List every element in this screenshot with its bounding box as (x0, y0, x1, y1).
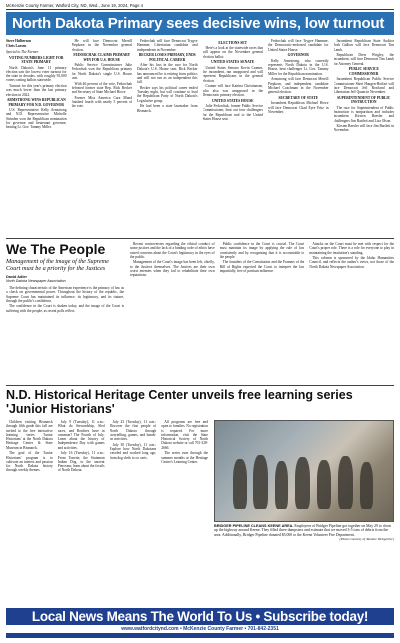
paragraph: With 46 percent of the vote, Fedorchak defeated former state Rep. Rick Becker and Secretary of State Michael Howe. (71, 81, 132, 95)
paragraph: North Dakota's June 11 primary election saw the lowest voter turnout for the state in decades, with roughly 93,000 voters casting ballots statewide. (6, 65, 67, 83)
paragraph: After his loss in the race for North Dakota's U.S. House seat, Rick Becker has announced he is retiring from politics and will not run as an independent this fall. (137, 63, 198, 85)
paragraph: Fedorchak will face Trygve Hammer, the Democratic-endorsed candidate for United States House. (268, 39, 329, 52)
heritage-column-3 (110, 420, 157, 558)
person-figure (295, 457, 310, 509)
paragraph: Public confidence in the Court is crucial. The Court must maintain its image by applying the rule of law consistently and by recognizing that it is accountable to the people. (219, 242, 305, 259)
heritage-section (6, 420, 394, 558)
paragraph: Children visiting Bismarck through fifth grade this fall are invited to the free interactive learning series 'Junior Historians' at the North Dakota Heritage Center & State Museum in Bismarck. (6, 420, 53, 450)
opinion-author-affiliation: North Dakota Newspaper Association (6, 279, 66, 283)
opinion-author: David Adler (6, 275, 27, 279)
heritage-column-2 (58, 420, 105, 558)
page-header-left: McKenzie County Farmer, Watford City, ND, Wed., June 19, 2024, Page 4 (6, 3, 144, 8)
paragraph: Former Miss America Cara Mund finished fourth with nearly 5 percent of the vote. (71, 95, 132, 109)
paragraph: Recent controversies regarding the ethical conduct of some justices and the lack of a binding code of ethics have raised concerns about the Court's legitimacy in the eyes of the public. (130, 242, 215, 259)
heritage-column-4 (161, 420, 208, 558)
paragraph: July 16 (Tuesday), 11 a.m.: From Tonette, the Stutzman Indian Dog, to the ancient Pterosaur, learn about the fossils of North Dakota. (57, 451, 105, 473)
opinion-column-2 (130, 242, 215, 382)
kicker: Special to The Farmer (6, 49, 39, 54)
opinion-headline: We The People (6, 241, 106, 257)
top-story-columns (6, 39, 394, 235)
heritage-column-1 (6, 420, 53, 558)
opinion-column-1 (6, 286, 124, 314)
paragraph: Turnout for this year's primary election was much lower than the last primary election in 2022. (6, 83, 67, 97)
opinion-column-3 (220, 242, 305, 382)
subhead: FEDORCHAK CLAIMS PRIMARY WIN FOR U.S. HOUSE (73, 53, 131, 62)
opinion-column-4 (309, 242, 394, 382)
person-figure (233, 459, 247, 509)
paragraph: Incumbent Republican Michael Howe will face Democrat Chad Eyre Fritz in November. (268, 101, 329, 115)
top-story-column-5 (268, 39, 329, 235)
subhead: SECRETARY OF STATE (278, 95, 319, 100)
subhead: ELECTIONS SET (218, 40, 248, 45)
top-story-headline: North Dakota Primary sees decisive wins, low turnout (6, 12, 394, 35)
subhead: GOVERNOR (287, 53, 309, 58)
subhead: SUPERINTENDENT OF PUBLIC INSTRUCTION (337, 95, 391, 105)
paragraph: Becker says his political career ended Tuesday night, but will continue to lead the Republican Party of North Dakota's Legislative group. (137, 85, 198, 103)
paragraph: Public Service Commissioner Julie Fedorchak won the Republican primary for North Dakota's single U.S. House seat. (71, 63, 132, 81)
byline-2: Chris Larsen (6, 44, 27, 49)
paragraph: Armstrong will face Democrat Merrill Piepkorn, and independent candidate Michael Coachman in the November general election. (268, 77, 329, 95)
top-story-column-6 (334, 39, 395, 235)
paragraph: July 23 (Tuesday), 11 a.m.: Discover the first people of North Dakota through storytelling, games, and hands-on activities. (109, 420, 157, 442)
paragraph: Cramer will face Katrina Christiansen, who also was unopposed in the Democratic primary election. (202, 84, 263, 97)
cleanup-crew-photo (214, 420, 394, 522)
photo-credit: (Photo Courtesy of Tammie Weisgerber) (339, 537, 394, 542)
paragraph: The goal of the 'Junior Historians' program is to cultivate an interest and passion for North Dakota history through weekly themes. (6, 451, 53, 473)
top-story-column-4 (203, 39, 264, 235)
opinion-deck: Management of the image of the Supreme Court must be a priority for the Justices (6, 258, 109, 272)
subhead: UNITED STATES HOUSE (211, 98, 254, 103)
paragraph: United States Senator Kevin Cramer, the incumbent, ran unopposed and will represent Republicans in the general election. (202, 65, 263, 83)
paragraph: U.S. Representative Kelly Armstrong and N.D. Representative Michelle Strinden won the Republican nomination for governor and lieutenant governor, beating Lt. Gov. Tammy Miller. (6, 108, 67, 130)
photo-caption-text: Employees of Bridger Pipeline got together on May 29 to clean up the highway around Keene. They filled three dumpsters and estimate that we moved 3-5 tons of debris from the area. Additionally, Bridger Pipeline donated $5,000 to the Keene Volunteer Fire Department. (214, 524, 391, 537)
person-figure (317, 460, 331, 509)
person-figure (338, 456, 353, 509)
byline-1: Steve Halberson (6, 39, 32, 43)
opinion-section (6, 242, 394, 382)
paragraph: July 9 (Tuesday), 11 a.m.: What do Stewardship, Sled races, and Bonfires have in common? The Fourth of July. Learn about the history of Independence Day with games and activities. (57, 420, 105, 450)
opinion-head-block (6, 242, 124, 382)
paragraph: Here's a look at the statewide races that will appear on the November general election ballot: (202, 45, 263, 59)
paragraph: All programs are free and open to families. No registration is required. For more information, visit the State Historical Society of North Dakota website or call 701-328-2666. (161, 420, 208, 450)
paragraph: Incumbent Republican State Auditor Josh Gallion will face Democrat Tim Lamb. (333, 39, 394, 52)
paragraph: The confidence in the Court is shaken today, and the image of the Court is suffering with the people, as recent polls reflect. (6, 304, 124, 313)
paragraph: This column is sponsored by the Idaho Humanities Council, and reflects the author's views, not those of the North Dakota Newspaper Association. (309, 256, 395, 269)
paragraph: Fedorchak will face Democrat Trygve Hammer, Libertarian candidate and independents in November. (137, 39, 198, 52)
subscribe-headline: Local News Means The World To Us • Subscribe today! (31, 609, 369, 624)
paragraph: Attacks on the Court must be met with respect for the Court's proper role. There is a role for everyone to play in maintaining the institution's standing. (309, 242, 395, 255)
paragraph: Kelly Armstrong, who currently represents North Dakota in the U.S. House, beat challenger Lt. Gov. Tammy Miller for the Republican nomination. (268, 58, 329, 76)
person-figure (360, 462, 373, 509)
photo-caption-title: BRIDGER PIPELINE CLEANS KEENE AREA. (214, 524, 294, 528)
heritage-columns (6, 420, 208, 558)
subscribe-banner[interactable] (6, 608, 394, 638)
subhead: PUBLIC SERVICE COMMISSIONER (348, 67, 379, 76)
section-divider (6, 385, 394, 386)
paragraph: He will face Democrat Merrill Piepkorn in the November general election. (71, 39, 132, 52)
photo-caption (214, 524, 394, 537)
paragraph: The series runs through the summer months at the Heritage Center's Learning Center. (161, 451, 208, 464)
person-figure (253, 455, 268, 509)
top-story-column-2 (72, 39, 133, 235)
heritage-headline: N.D. Historical Heritage Center unveils free learning series 'Junior Historians' (6, 388, 353, 416)
section-divider (6, 238, 394, 239)
paragraph: Kirsten Baesler will face Jim Bartlett in November. (333, 124, 394, 133)
paragraph: July 30 (Tuesday), 11 a.m.: Explore how North Dakotans traveled and worked long ago, from dog sleds to ox carts. (109, 442, 157, 460)
subhead: UNITED STATES SENATE (211, 60, 255, 65)
photo-block (214, 420, 394, 558)
subhead: BECKER LOSES PRIMARY, ENDS POLITICAL CAREER (138, 53, 196, 62)
subscribe-contact[interactable]: www.watfordcitynd.com • McKenzie County Farmer • 701-842-2351 (6, 625, 394, 633)
opinion-columns (130, 242, 394, 382)
person-figure (275, 461, 288, 509)
paragraph: He had been a state lawmaker from Bismarck. (137, 104, 198, 113)
paragraph: Julie Fedorchak, former Public Service Commissioner, beat out four challengers for the Republican nod to the United States House seat. (202, 104, 263, 121)
paragraph: The race for Superintendent of Public Instruction is nonpartisan and includes incumbent Kirsten Baesler and challengers Jim Bartlett and Lisa Olson. (333, 105, 394, 123)
paragraph: Incumbent Republican Public Service Commissioner Sheri Haugen-Hoffart will face Democrat Jeff Rowland and Libertarian Jeff Quam in November. (333, 77, 394, 95)
page-header (6, 3, 394, 10)
top-story-column-3 (137, 39, 198, 235)
paragraph: Republican Drew Wrigley, the incumbent, will face Democrat Tim Lamb for Attorney General. (333, 53, 394, 66)
subhead: VOTING NUMBERS LIGHT FOR STATE PRIMARY (9, 55, 64, 65)
subhead: ARMSTRONG WINS REPUBLICAN PRIMARY FOR N.D. GOVERNOR (6, 98, 66, 107)
paragraph: Management of the Court's image has been left, chiefly, to the Justices themselves. The Justices are their own worst enemies when they fail to rehabilitate their own reputations. (130, 260, 215, 278)
paragraph: The defining characteristic of the American experience is the primacy of law as a check on governmental power. Throughout the history of the republic, the Supreme Court has maintained its influence, its legitimacy, and its stature, through the public's confidence. (6, 286, 124, 303)
top-story-column-1 (6, 39, 67, 235)
paragraph: The founders of the Constitution and the Framers of the Bill of Rights expected the Court to interpret the law impartially, free of partisan influence. (219, 260, 305, 273)
